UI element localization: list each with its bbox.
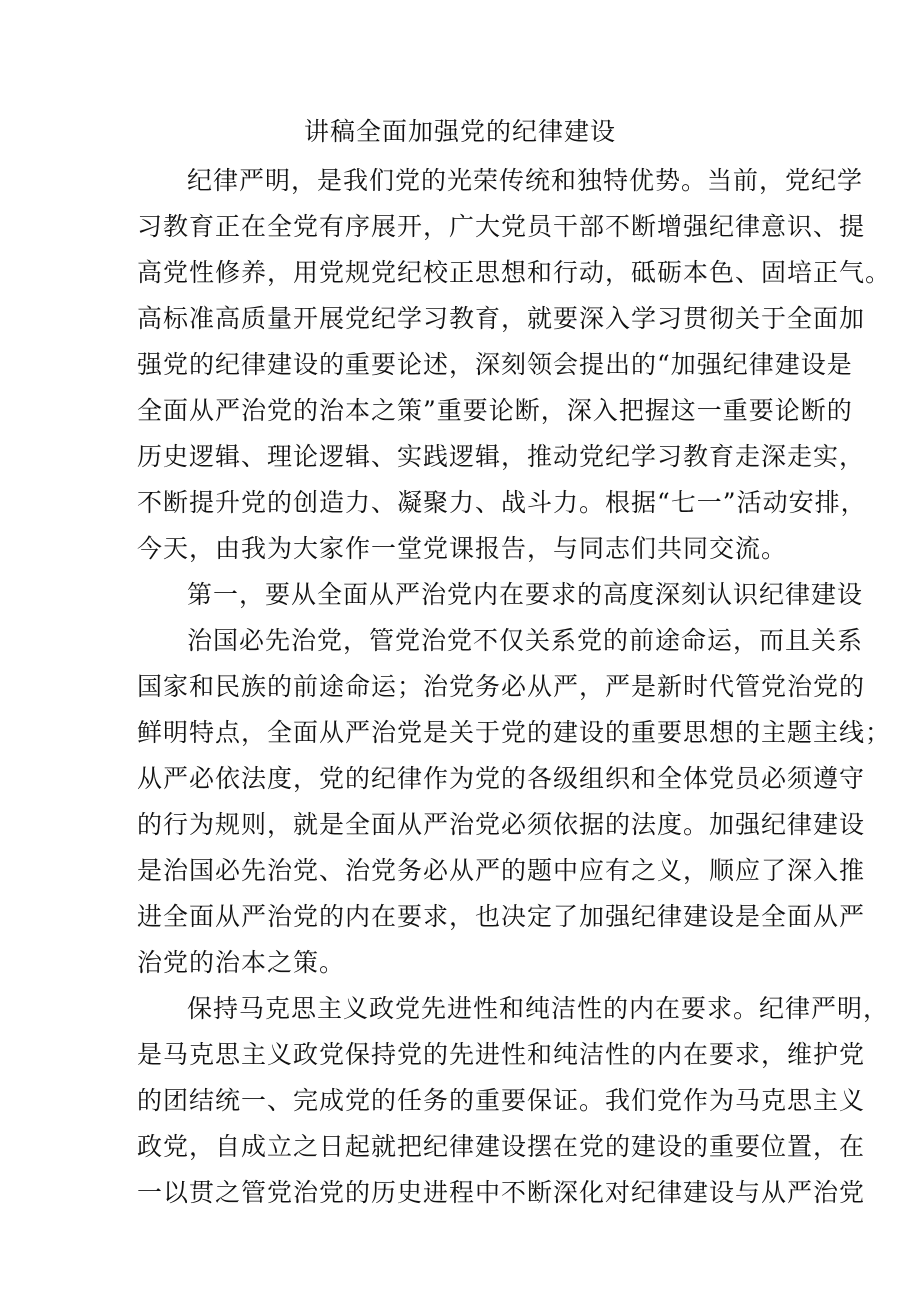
text-line: 从严必依法度，党的纪律作为党的各级组织和全体党员必须遵守 (137, 764, 866, 793)
text-line: 鲜明特点，全面从严治党是关于党的建设的重要思想的主题主线； (137, 718, 892, 747)
text-line: 是马克思主义政党保持党的先进性和纯洁性的内在要求，维护党 (137, 1040, 866, 1069)
document-title: 讲稿全面加强党的纪律建设 (303, 117, 616, 146)
text-line: 治国必先治党，管党治党不仅关系党的前途命运，而且关系 (187, 626, 864, 655)
text-line: 国家和民族的前途命运；治党务必从严，严是新时代管党治党的 (137, 672, 866, 701)
text-line: 纪律严明，是我们党的光荣传统和独特优势。当前，党纪学 (187, 166, 864, 195)
text-line: 强党的纪律建设的重要论述，深刻领会提出的“加强纪律建设是 (137, 350, 853, 379)
text-line: 今天，由我为大家作一堂党课报告，与同志们共同交流。 (137, 534, 788, 563)
text-line: 不断提升党的创造力、凝聚力、战斗力。根据“七一”活动安排， (137, 488, 867, 517)
text-line: 治党的治本之策。 (137, 948, 346, 977)
text-line: 一以贯之管党治党的历史进程中不断深化对纪律建设与从严治党 (137, 1178, 866, 1207)
section-heading: 第一，要从全面从严治党内在要求的高度深刻认识纪律建设 (187, 580, 864, 609)
text-line: 政党，自成立之日起就把纪律建设摆在党的建设的重要位置，在 (137, 1132, 866, 1161)
text-line: 的团结统一、完成党的任务的重要保证。我们党作为马克思主义 (137, 1086, 866, 1115)
text-line: 全面从严治党的治本之策”重要论断，深入把握这一重要论断的 (137, 396, 853, 425)
text-line: 习教育正在全党有序展开，广大党员干部不断增强纪律意识、提 (137, 212, 866, 241)
text-line: 高标准高质量开展党纪学习教育，就要深入学习贯彻关于全面加 (137, 304, 866, 333)
text-line: 进全面从严治党的内在要求，也决定了加强纪律建设是全面从严 (137, 902, 866, 931)
text-line: 是治国必先治党、治党务必从严的题中应有之义，顺应了深入推 (137, 856, 866, 885)
text-line: 的行为规则，就是全面从严治党必须依据的法度。加强纪律建设 (137, 810, 866, 839)
text-line: 高党性修养，用党规党纪校正思想和行动，砥砺本色、固培正气。 (137, 258, 892, 287)
text-line: 保持马克思主义政党先进性和纯洁性的内在要求。纪律严明， (187, 994, 890, 1023)
text-line: 历史逻辑、理论逻辑、实践逻辑，推动党纪学习教育走深走实， (137, 442, 866, 471)
